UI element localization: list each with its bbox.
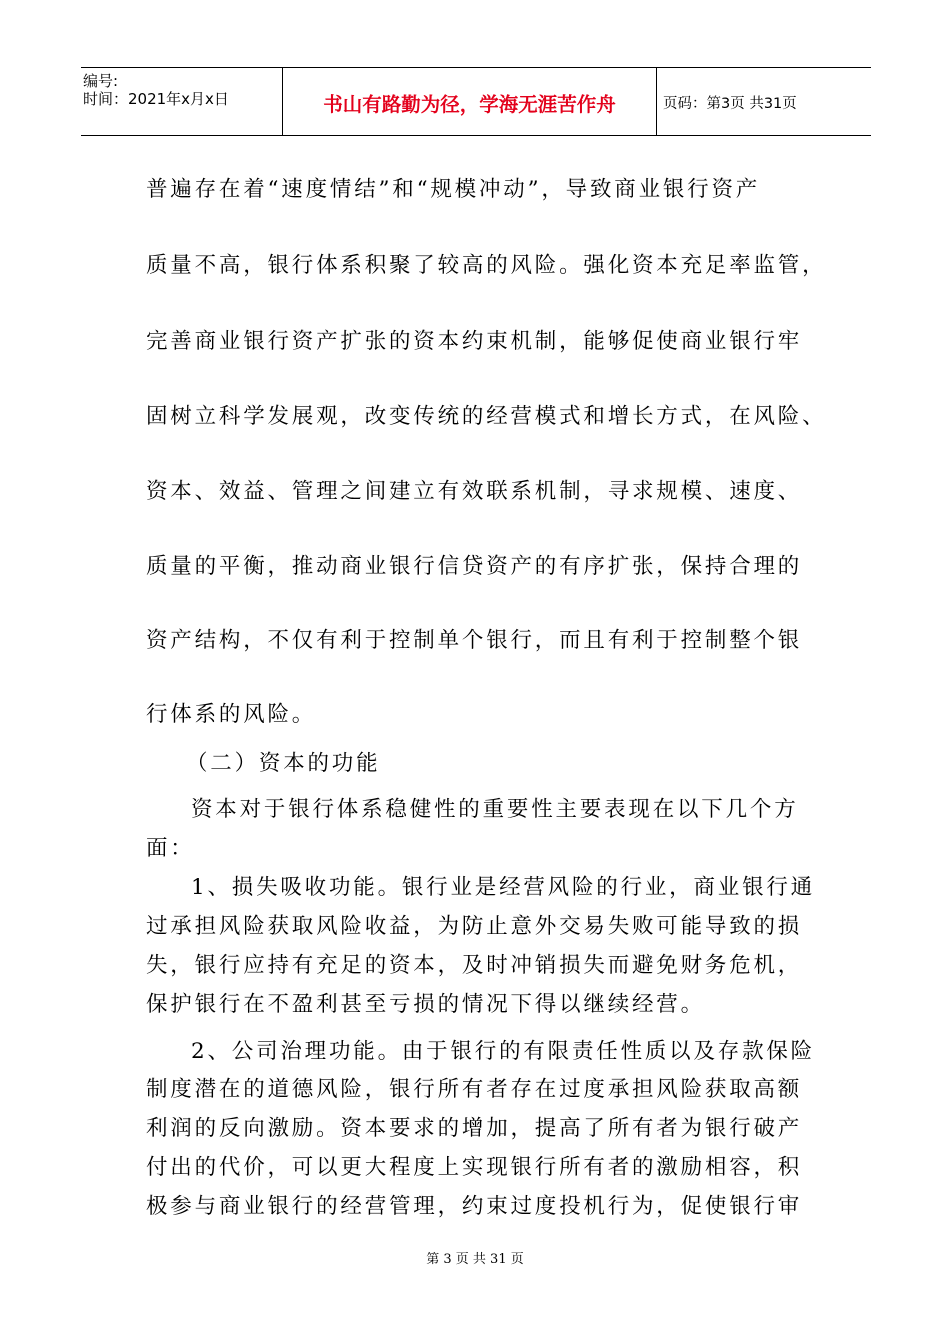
- body-line: 2、公司治理功能。由于银行的有限责任性质以及存款保险: [191, 1039, 815, 1064]
- body-line: 制度潜在的道德风险，银行所有者存在过度承担风险获取高额: [146, 1077, 803, 1102]
- body-line: 固树立科学发展观，改变传统的经营模式和增长方式，在风险、: [146, 404, 827, 429]
- header-motto: 书山有路勤为径，学海无涯苦作舟: [283, 68, 657, 135]
- body-line: 保护银行在不盈利甚至亏损的情况下得以继续经营。: [146, 992, 705, 1017]
- page-footer: 第 3 页 共 31 页: [426, 1252, 524, 1267]
- body-line: 1、损失吸收功能。银行业是经营风险的行业，商业银行通: [191, 875, 815, 900]
- body-line: 行体系的风险。: [146, 702, 317, 727]
- body-line: 资产结构，不仅有利于控制单个银行，而且有利于控制整个银: [146, 628, 803, 653]
- number-label: 编号:: [83, 72, 119, 90]
- body-line: 资本、效益、管理之间建立有效联系机制，寻求规模、速度、: [146, 479, 803, 504]
- page-header: [81, 67, 871, 136]
- body-line: 完善商业银行资产扩张的资本约束机制，能够促使商业银行牢: [146, 329, 803, 354]
- header-page-info: 页码：第3页 共31页: [663, 96, 797, 112]
- body-line: 利润的反向激励。资本要求的增加，提高了所有者为银行破产: [146, 1116, 803, 1141]
- body-line: 失，银行应持有充足的资本，及时冲销损失而避免财务危机，: [146, 953, 803, 978]
- time-label: 时间：2021年x月x日: [83, 90, 229, 108]
- body-line: 过承担风险获取风险收益，为防止意外交易失败可能导致的损: [146, 914, 803, 939]
- body-line: 质量不高，银行体系积聚了较高的风险。强化资本充足率监管，: [146, 253, 827, 278]
- header-meta: [81, 68, 283, 135]
- body-line: 普遍存在着“速度情结”和“规模冲动”，导致商业银行资产: [146, 177, 761, 202]
- body-line: 面：: [146, 836, 195, 861]
- body-line: 付出的代价，可以更大程度上实现银行所有者的激励相容，积: [146, 1155, 803, 1180]
- body-line: 资本对于银行体系稳健性的重要性主要表现在以下几个方: [191, 797, 799, 822]
- section-heading: （二）资本的功能: [186, 751, 381, 776]
- body-line: 极参与商业银行的经营管理，约束过度投机行为，促使银行审: [146, 1194, 803, 1219]
- body-line: 质量的平衡，推动商业银行信贷资产的有序扩张，保持合理的: [146, 554, 803, 579]
